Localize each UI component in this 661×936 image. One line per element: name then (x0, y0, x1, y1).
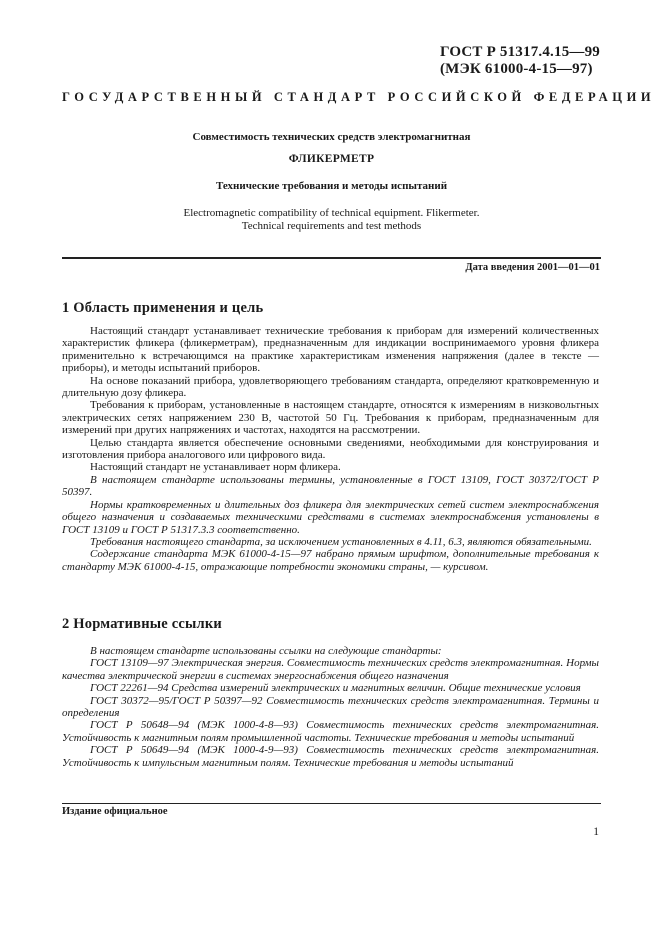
section-2-heading: 2 Нормативные ссылки (62, 616, 222, 632)
section-2 (62, 616, 601, 633)
title-line-compatibility: Совместимость технических средств электромагнитная (192, 131, 471, 143)
title-line-requirements: Технические требования и методы испытаний (215, 180, 448, 192)
standard-number-iec: (МЭК 61000-4-15—97) (439, 61, 593, 77)
reference-item: ГОСТ Р 50648—94 (МЭК 1000-4-8—93) Совместимость технических средств электромагнитная. Устойчивость к магнитным полям промышленной частоты. Технические требования и методы испытаний (62, 719, 599, 744)
paragraph: Настоящий стандарт не устанавливает норм фликера. (90, 461, 341, 474)
title-line-flickermeter: ФЛИКЕРМЕТР (288, 153, 375, 165)
section-1 (62, 300, 601, 317)
reference-item: ГОСТ 13109—97 Электрическая энергия. Совместимость технических средств электромагнитная. Нормы качества электрической энергии в системах энергоснабжения общего назначения (62, 657, 599, 682)
paragraph: Настоящий стандарт устанавливает технические требования к приборам для измерений количественных характеристик фликера (фликерметрам), предназначенным для индикации воспринимаемого уровня фликера применительно к встречающимся на практике характеристикам изменения напряжения (далее в тексте — приборы), и методы испытаний приборов. (62, 325, 599, 375)
footer-divider (62, 803, 601, 804)
section-1-heading: 1 Область применения и цель (62, 300, 264, 316)
section-2-body (62, 645, 599, 769)
reference-item: ГОСТ 30372—95/ГОСТ Р 50397—92 Совместимость технических средств электромагнитная. Термины и определения (62, 694, 599, 720)
standard-number (440, 44, 600, 78)
section-1-body (62, 325, 599, 573)
english-title (62, 207, 601, 233)
page-number: 1 (593, 826, 599, 838)
state-standard-heading: ГОСУДАРСТВЕННЫЙ СТАНДАРТ РОССИЙСКОЙ ФЕДЕРАЦИИ (62, 90, 656, 104)
paragraph: На основе показаний прибора, удовлетворяющего требованиям стандарта, определяют кратковременную и длительную дозу фликера. (62, 374, 599, 400)
paragraph-italic: Содержание стандарта МЭК 61000-4-15—97 набрано прямым шрифтом, дополнительные требования к стандарту МЭК 61000-4-15, отражающие потребности экономики страны, — курсивом. (62, 548, 599, 573)
english-title-line2: Technical requirements and test methods (241, 220, 422, 232)
paragraph: Требования к приборам, установленные в настоящем стандарте, относятся к измерениям в низковольтных электрических сетях напряжением 230 В, частотой 50 Гц. Требования к приборам, предназначенным для измерений при других напряжениях и частотах, находятся на рассмотрении. (62, 399, 599, 437)
paragraph: Целью стандарта является обеспечение основными сведениями, необходимыми для конструирования и изготовления прибора аналогового или цифрового вида. (62, 436, 599, 462)
reference-item: ГОСТ Р 50649—94 (МЭК 1000-4-9—93) Совместимость технических средств электромагнитная. Устойчивость к импульсным магнитным полям. Технические требования и методы испытаний (62, 744, 599, 769)
official-edition-label: Издание официальное (62, 806, 168, 817)
english-title-line1: Electromagnetic compatibility of technical equipment. Flikermeter. (183, 207, 480, 219)
reference-item: ГОСТ 22261—94 Средства измерений электрических и магнитных величин. Общие технические условия (90, 682, 581, 695)
date-of-introduction: Дата введения 2001—01—01 (465, 262, 600, 273)
paragraph-italic: Требования настоящего стандарта, за исключением установленных в 4.11, 6.3, являются обязательными. (90, 535, 592, 548)
paragraph-italic: В настоящем стандарте использованы термины, установленные в ГОСТ 13109, ГОСТ 30372/ГОСТ Р 50397. (62, 473, 599, 499)
paragraph-italic: Нормы кратковременных и длительных доз фликера для электрических сетей систем электроснабжения общего назначения и создаваемых техническими средствами в системах электроснабжения установлены в ГОСТ 13109 и ГОСТ Р 51317.3.3 соответственно. (62, 498, 599, 536)
standard-number-gost: ГОСТ Р 51317.4.15—99 (439, 44, 600, 60)
header-divider (62, 257, 601, 259)
paragraph-italic: В настоящем стандарте использованы ссылки на следующие стандарты: (90, 645, 442, 657)
